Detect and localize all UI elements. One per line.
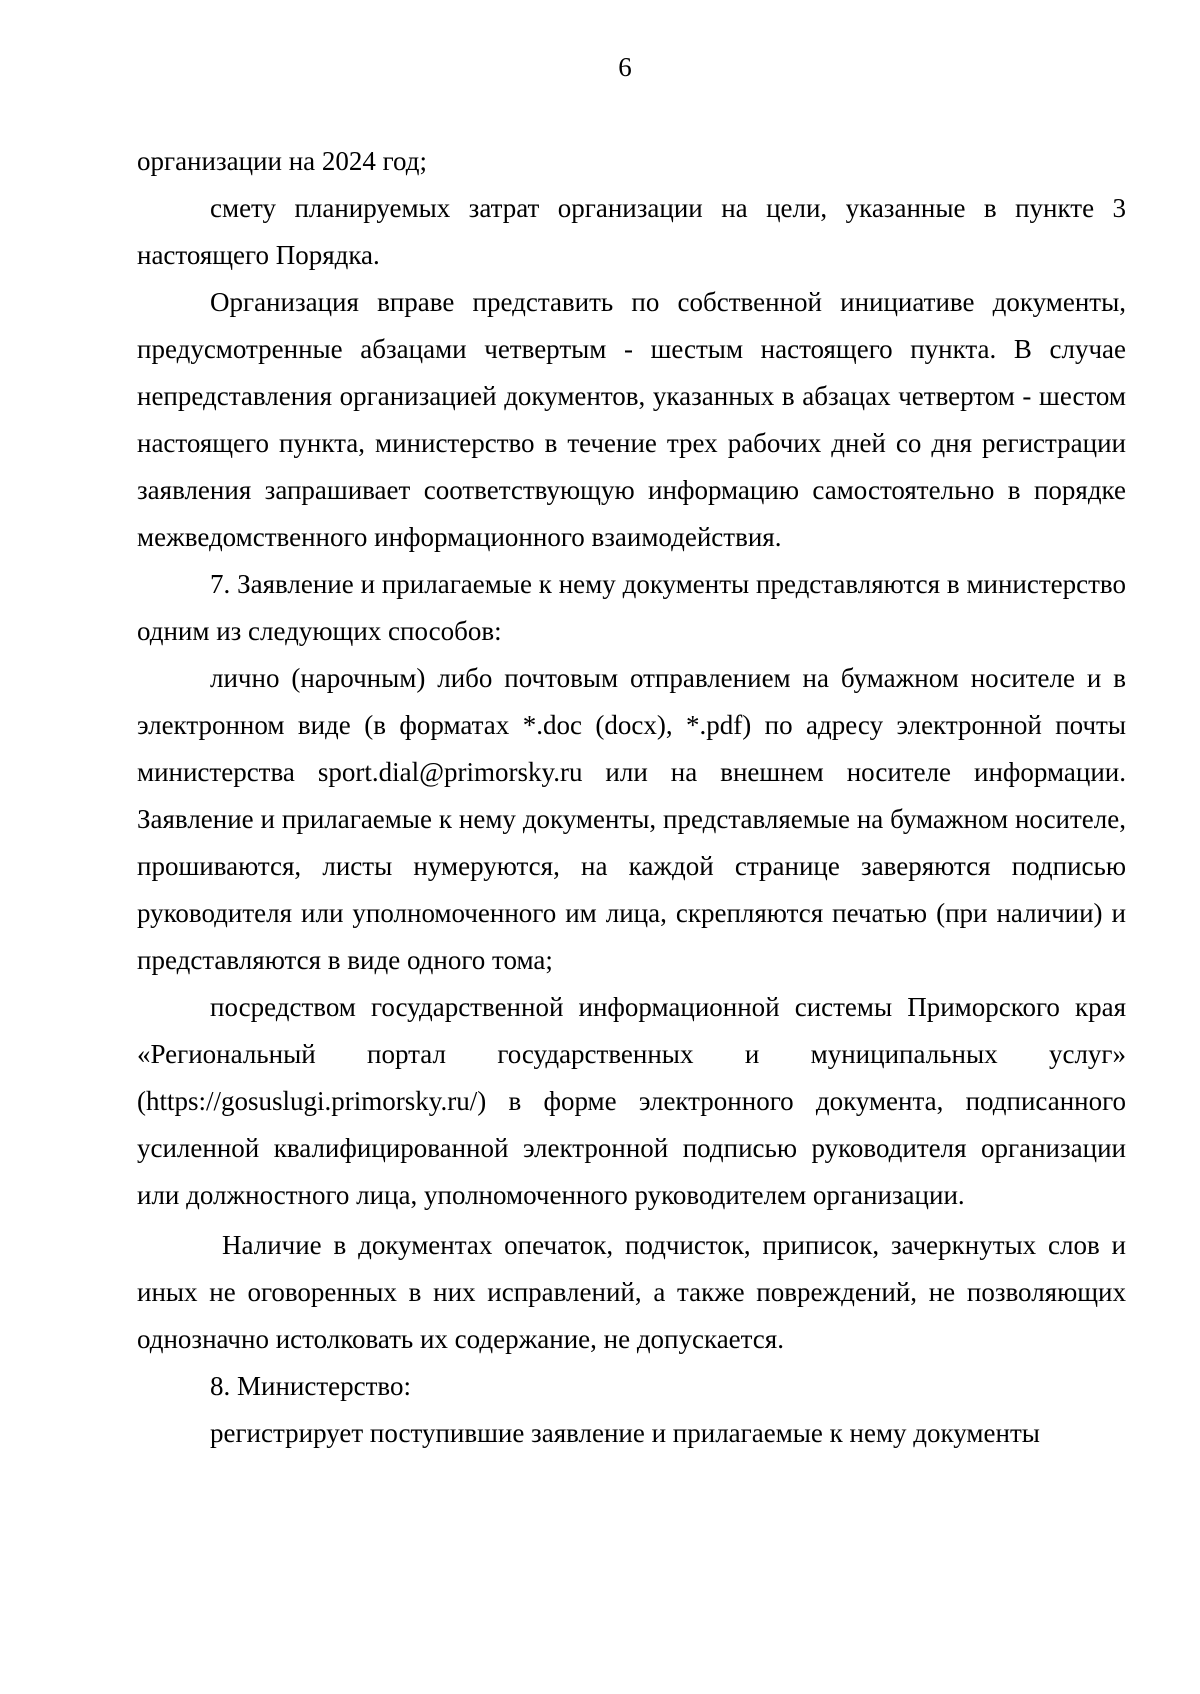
paragraph-4: 7. Заявление и прилагаемые к нему документы представляются в министерство одним из следующих способов: xyxy=(137,569,1126,646)
paragraph-9: регистрирует поступившие заявление и прилагаемые к нему документы xyxy=(210,1418,1040,1448)
page-number: 6 xyxy=(618,52,632,82)
paragraph-6: посредством государственной информационной системы Приморского края «Региональный портал государственных и муниципальных услуг» (https://gosuslugi.primorsky.ru/) в форме электронного документа, подписанного усиленной квалифицированной электронной подписью руководителя организации или должностного лица, уполномоченного руководителем организации. xyxy=(137,992,1126,1210)
paragraph-1: организации на 2024 год; xyxy=(137,146,427,176)
document-body xyxy=(137,138,1126,1457)
paragraph-2: смету планируемых затрат организации на цели, указанные в пункте 3 настоящего Порядка. xyxy=(137,193,1126,270)
paragraph-7: Наличие в документах опечаток, подчисток, приписок, зачеркнутых слов и иных не оговоренных в них исправлений, а также повреждений, не позволяющих однозначно истолковать их содержание, не допускается. xyxy=(137,1230,1126,1354)
paragraph-5: лично (нарочным) либо почтовым отправлением на бумажном носителе и в электронном виде (в форматах *.doc (docx), *.pdf) по адресу электронной почты министерства sport.dial@primorsky.ru или на внешнем носителе информации. Заявление и прилагаемые к нему документы, представляемые на бумажном носителе, прошиваются, листы нумеруются, на каждой странице заверяются подписью руководителя или уполномоченного им лица, скрепляются печатью (при наличии) и представляются в виде одного тома; xyxy=(137,663,1126,975)
paragraph-3: Организация вправе представить по собственной инициативе документы, предусмотренные абзацами четвертым - шестым настоящего пункта. В случае непредставления организацией документов, указанных в абзацах четвертом - шестом настоящего пункта, министерство в течение трех рабочих дней со дня регистрации заявления запрашивает соответствующую информацию самостоятельно в порядке межведомственного информационного взаимодействия. xyxy=(137,287,1126,552)
paragraph-8: 8. Министерство: xyxy=(210,1371,411,1401)
